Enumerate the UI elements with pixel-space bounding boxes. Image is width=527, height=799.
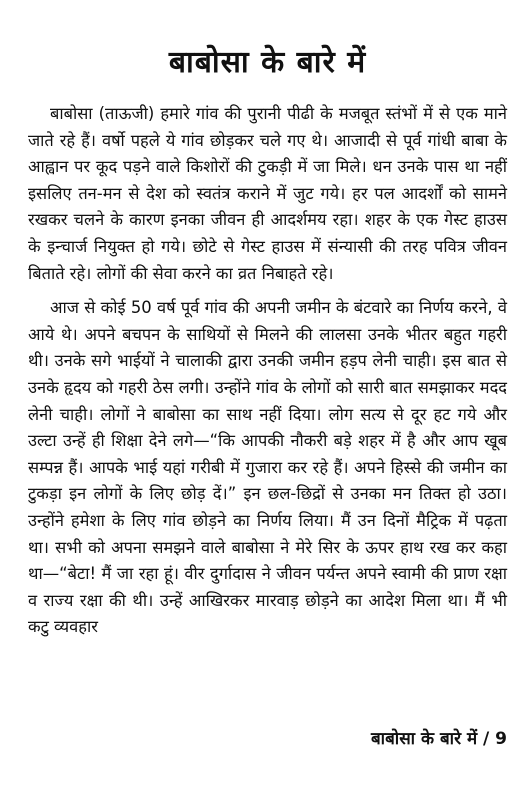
paragraph-1 (28, 101, 507, 287)
paragraph-1-text: बाबोसा (ताऊजी) हमारे गांव की पुरानी पीढी के मजबूत स्तंभों में से एक माने जाते रहे हैं। वर्षो पहले ये गांव छोड़कर चले गए थे। आजादी से पूर्व गांधी बाबा के आह्वान पर कूद पड़ने वाले किशोरों की टुकड़ी में जा मिले। धन उनके पास था नहीं इसलिए तन-मन से देश को स्वतंत्र कराने में जुट गये। हर पल आदर्शों को सामने रखकर चलने के कारण इनका जीवन ही आदर्शमय रहा। शहर के एक गेस्ट हाउस के इन्चार्ज नियुक्त हो गये। छोटे से गेस्ट हाउस में संन्यासी की तरह पवित्र जीवन बिताते रहे। लोगों की सेवा करने का व्रत निबाहते रहे। (28, 104, 507, 283)
paragraph-2 (28, 295, 507, 641)
page-footer: बाबोसा के बारे में / 9 (370, 729, 507, 749)
chapter-title: बाबोसा के बारे में (168, 45, 367, 80)
paragraph-2-text: आज से कोई 50 वर्ष पूर्व गांव की अपनी जमीन के बंटवारे का निर्णय करने, वे आये थे। अपने बचपन के साथियों से मिलने की लालसा उनके भीतर बहुत गहरी थी। उनके सगे भाईयों ने चालाकी द्वारा उनकी जमीन हड़प लेनी चाही। इस बात से उनके हृदय को गहरी ठेस लगी। उन्होंने गांव के लोगों को सारी बात समझाकर मदद लेनी चाही। लोगों ने बाबोसा का साथ नहीं दिया। लोग सत्य से दूर हट गये और उल्टा उन्हें ही शिक्षा देने लगे—“कि आपकी नौकरी बड़े शहर में है और आप खूब सम्पन्न हैं। आपके भाई यहां गरीबी में गुजारा कर रहे हैं। अपने हिस्से की जमीन का टुकड़ा इन लोगों के लिए छोड़ दें।” इन छल-छिद्रों से उनका मन तिक्त हो उठा। उन्होंने हमेशा के लिए गांव छोड़ने का निर्णय लिया। मैं उन दिनों मैट्रिक में पढ़ता था। सभी को अपना समझने वाले बाबोसा ने मेरे सिर के ऊपर हाथ रख कर कहा था—“बेटा! मैं जा रहा हूं। वीर दुर्गादास ने जीवन पर्यन्त अपने स्वामी की प्राण रक्षा व राज्य रक्षा की थी। उन्हें आखिरकर मारवाड़ छोड़ने का आदेश मिला था। मैं भी कटु व्यवहार (28, 298, 507, 637)
